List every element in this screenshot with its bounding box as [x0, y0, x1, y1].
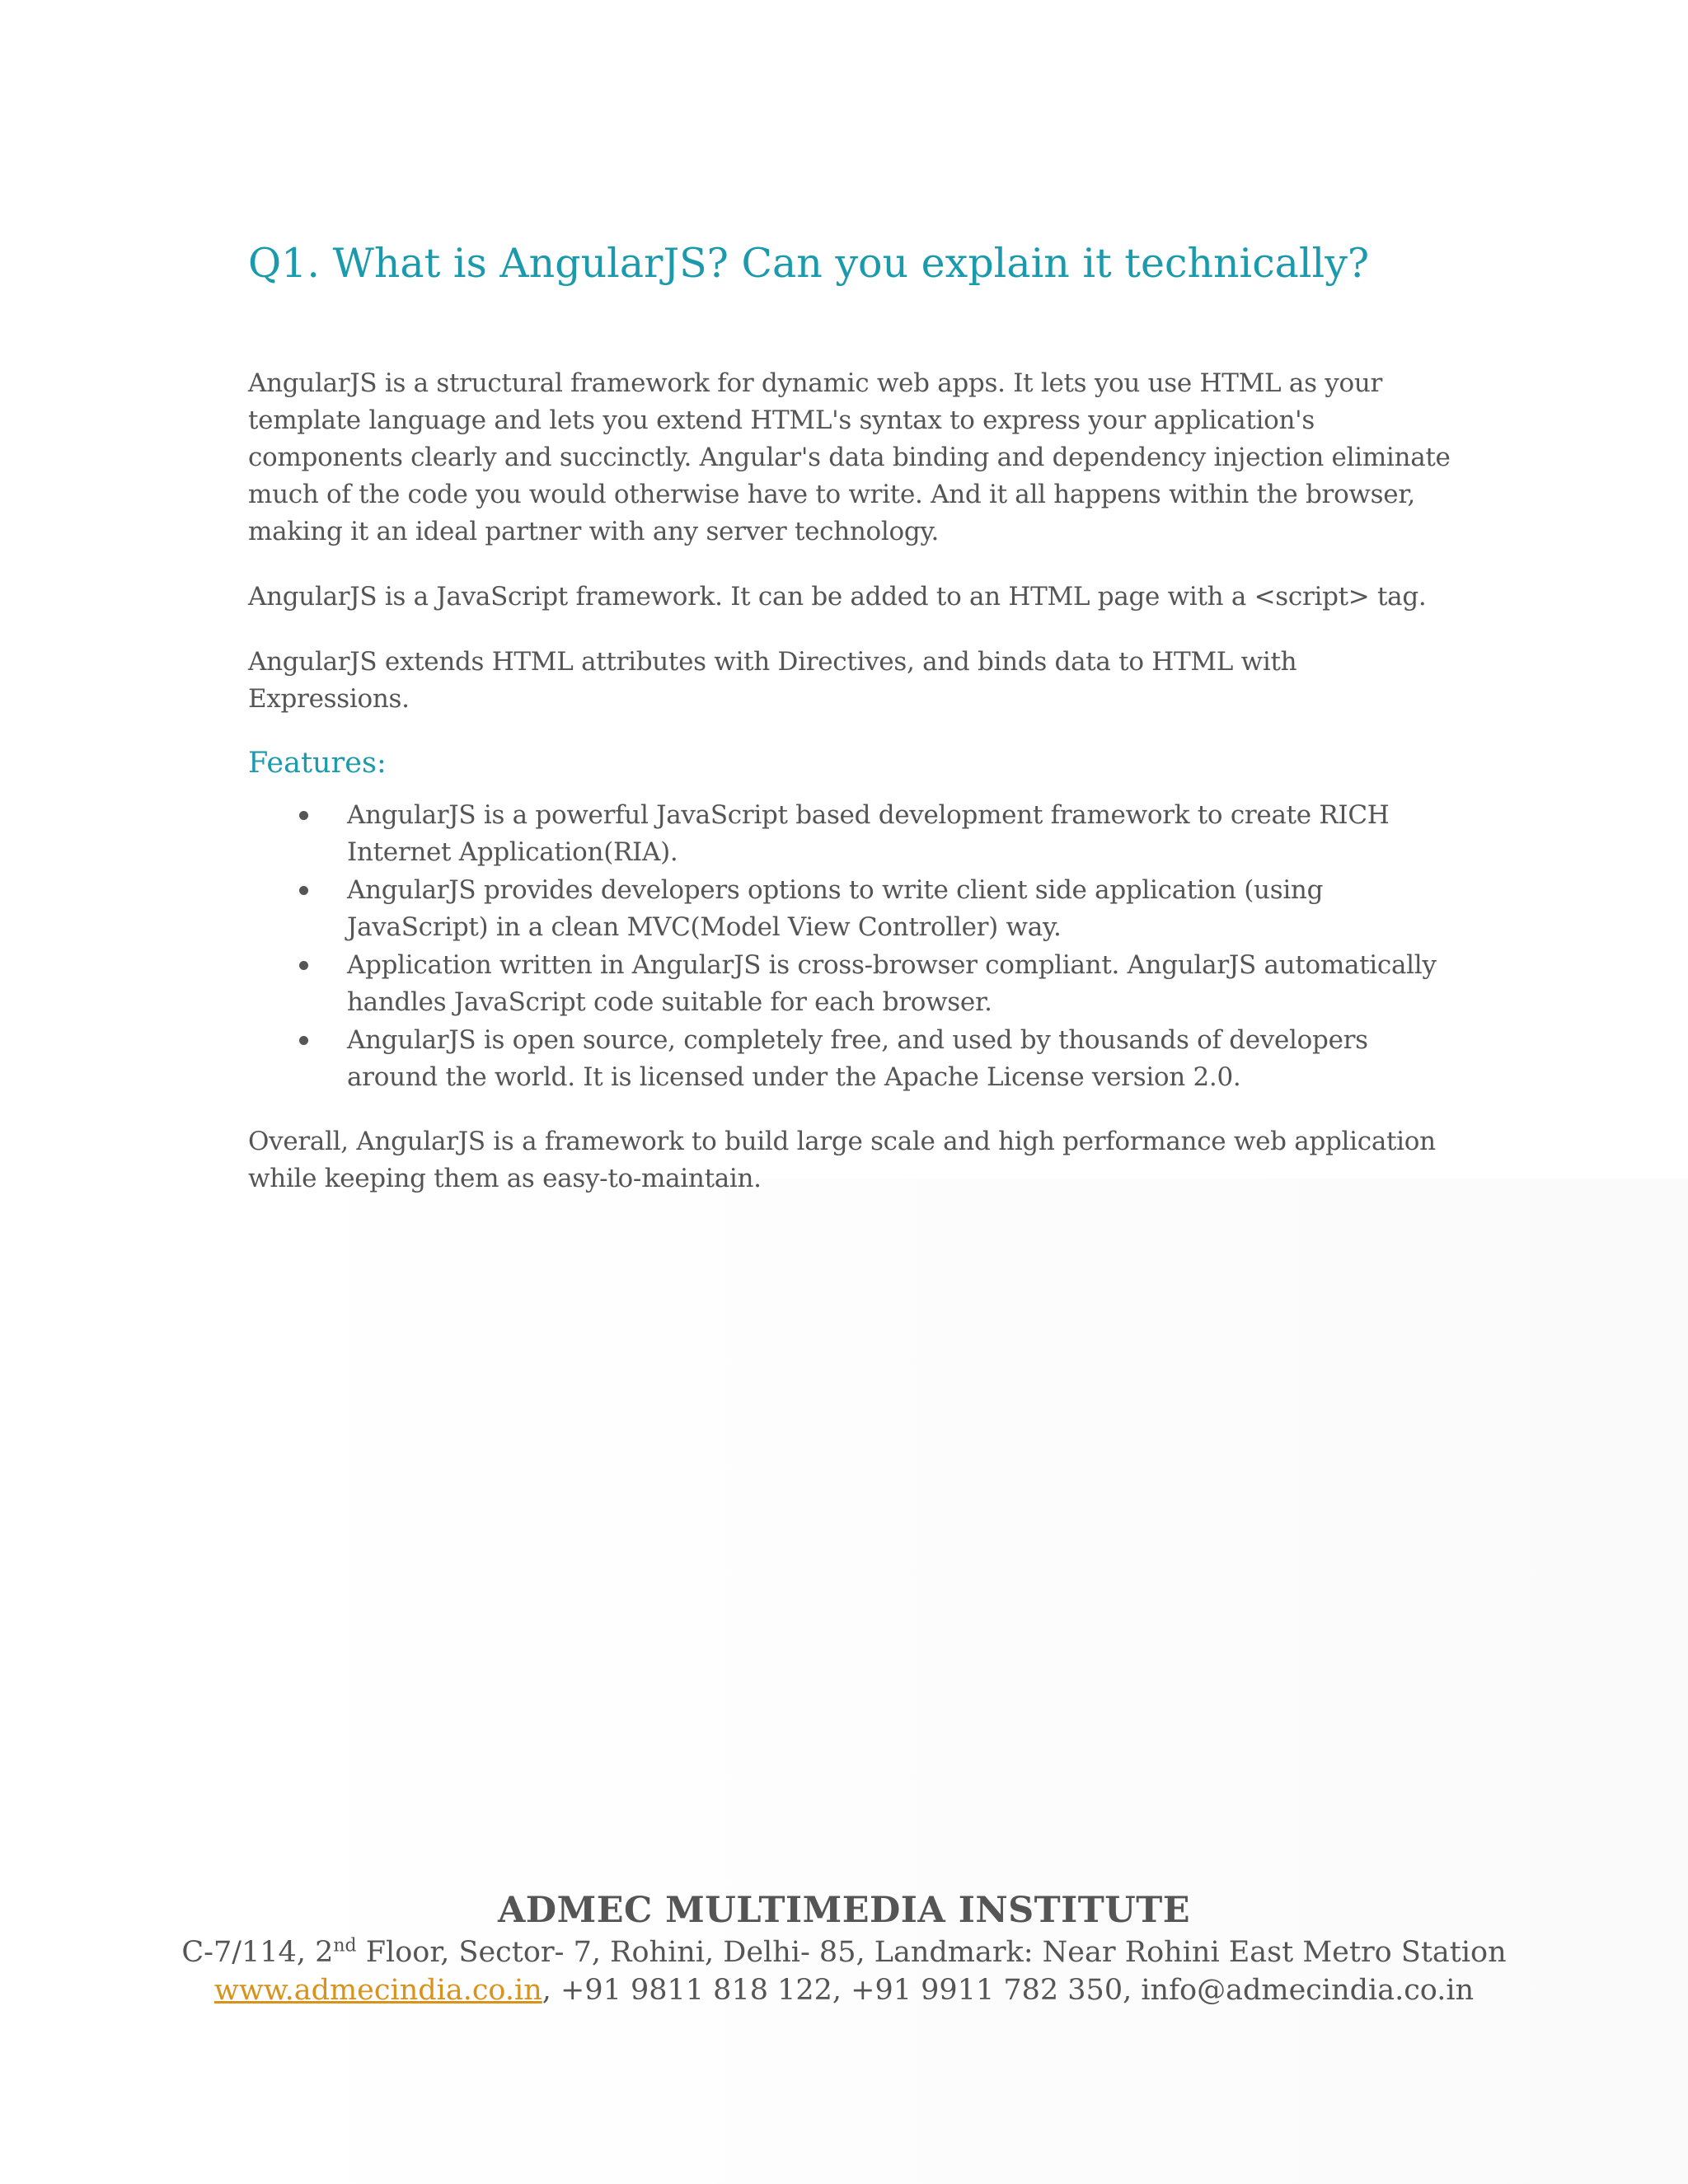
page-shade	[247, 1179, 1688, 2184]
feature-text: AngularJS provides developers options to write client side application (using JavaScript) in a clean MVC(Model View Controller) way.	[347, 875, 1324, 942]
address-line	[0, 1933, 1688, 1971]
bullet-icon	[299, 886, 308, 895]
script-tag-paragraph: AngularJS is a JavaScript framework. It can be added to an HTML page with a <script> tag.	[248, 582, 1427, 612]
directives-paragraph: AngularJS extends HTML attributes with Directives, and binds data to HTML with Expressions.	[248, 647, 1297, 714]
address-end: Floor, Sector- 7, Rohini, Delhi- 85, Landmark: Near Rohini East Metro Station	[356, 1936, 1507, 1969]
list-item	[248, 797, 1451, 871]
list-item	[248, 872, 1451, 946]
list-item	[248, 947, 1451, 1021]
features-list	[248, 797, 1451, 1096]
page-footer	[0, 1887, 1688, 2009]
bullet-icon	[299, 811, 308, 820]
address-start: C-7/114, 2	[181, 1936, 334, 1969]
institute-name: ADMEC MULTIMEDIA INSTITUTE	[497, 1890, 1191, 1931]
page-title: Q1. What is AngularJS? Can you explain it technically?	[248, 240, 1370, 287]
feature-text: AngularJS is open source, completely free, and used by thousands of developers around the world. It is licensed under the Apache License version 2.0.	[347, 1025, 1368, 1092]
feature-text: Application written in AngularJS is cross-browser compliant. AngularJS automatically handles JavaScript code suitable for each browser.	[347, 950, 1437, 1017]
features-heading: Features:	[248, 747, 387, 780]
feature-text: AngularJS is a powerful JavaScript based development framework to create RICH Internet Application(RIA).	[347, 800, 1390, 867]
contact-line	[0, 1971, 1688, 2009]
bullet-icon	[299, 961, 308, 970]
intro-paragraph: AngularJS is a structural framework for dynamic web apps. It lets you use HTML as your template language and lets you extend HTML's syntax to express your application's components clearly and succinctly. Angular's data binding and dependency injection eliminate much of the code you would otherwise have to write. And it all happens within the browser, making it an ideal partner with any server technology.	[248, 368, 1451, 546]
contact-details: , +91 9811 818 122, +91 9911 782 350, info@admecindia.co.in	[542, 1974, 1475, 2007]
bullet-icon	[299, 1036, 308, 1045]
ordinal-suffix: nd	[333, 1935, 357, 1957]
closing-paragraph: Overall, AngularJS is a framework to build large scale and high performance web application while keeping them as easy-to-maintain.	[248, 1127, 1436, 1193]
list-item	[248, 1022, 1451, 1096]
website-link[interactable]: www.admecindia.co.in	[213, 1974, 542, 2007]
document-body	[248, 231, 1451, 1197]
